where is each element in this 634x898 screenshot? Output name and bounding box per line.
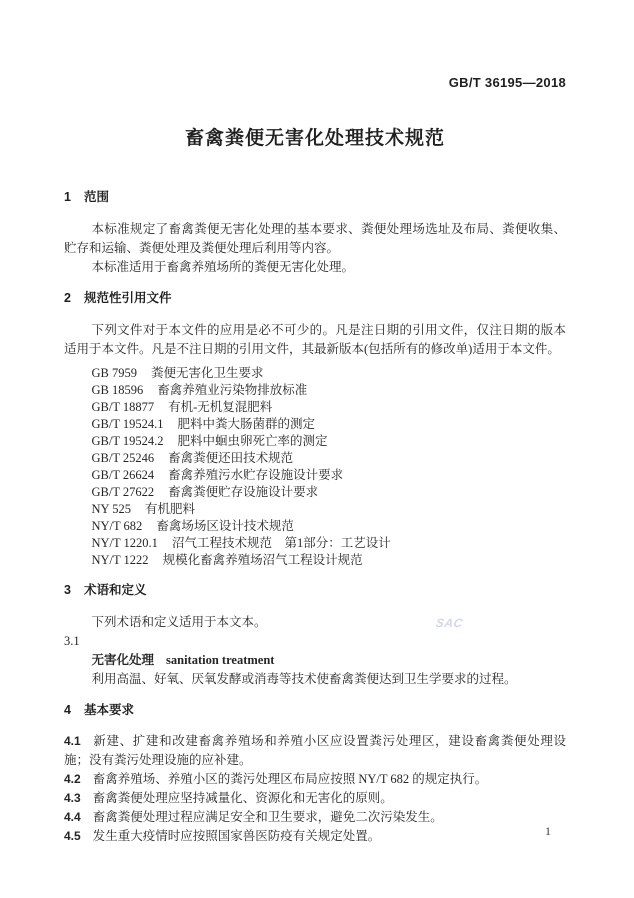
reference-code: NY/T 682	[91, 519, 143, 533]
term-english: sanitation treatment	[166, 653, 275, 667]
reference-title: 有机-无机复混肥料	[168, 400, 273, 414]
reference-title: 畜禽养殖业污染物排放标准	[157, 383, 308, 397]
sac-watermark: SAC	[434, 616, 465, 630]
reference-code: GB/T 19524.2	[91, 434, 164, 448]
term-entry	[64, 651, 566, 670]
reference-code: NY/T 1222	[91, 553, 149, 567]
clause-text: 畜禽粪便处理过程应满足安全和卫生要求，避免二次污染发生。	[92, 810, 443, 824]
section-1-heading	[64, 190, 566, 204]
reference-item	[92, 484, 567, 501]
page-number: 1	[545, 824, 551, 838]
clause-text: 畜禽粪便处理应坚持减量化、资源化和无害化的原则。	[92, 791, 393, 805]
reference-item	[92, 501, 567, 518]
page-content	[64, 0, 566, 846]
clause-number: 4.1	[64, 734, 81, 748]
reference-code: GB 7959	[91, 366, 137, 380]
clause-item	[64, 827, 566, 846]
reference-item	[92, 433, 567, 450]
section-2-title: 规范性引用文件	[83, 291, 172, 305]
reference-title: 畜禽场场区设计技术规范	[156, 519, 294, 533]
section-2-heading	[64, 291, 566, 305]
clause-item	[64, 789, 566, 808]
reference-title: 肥料中蛔虫卵死亡率的测定	[177, 434, 328, 448]
reference-title: 有机肥料	[144, 502, 195, 516]
reference-item	[92, 552, 567, 569]
clause-text: 畜禽养殖场、养殖小区的粪污处理区布局应按照 NY/T 682 的规定执行。	[92, 772, 488, 786]
reference-item	[92, 416, 567, 433]
section-1-paragraph-2: 本标准适用于畜禽养殖场所的粪便无害化处理。	[91, 260, 355, 274]
reference-code: GB/T 19524.1	[91, 417, 164, 431]
reference-item	[92, 399, 567, 416]
document-title: 畜禽粪便无害化处理技术规范	[184, 128, 445, 149]
reference-code: NY 525	[91, 502, 131, 516]
standard-number: GB/T 36195—2018	[448, 75, 566, 90]
reference-code: GB/T 25246	[91, 451, 155, 465]
section-1-title: 范围	[83, 190, 109, 204]
clause-item	[64, 808, 566, 827]
reference-item	[92, 467, 567, 484]
section-4-title: 基本要求	[83, 703, 134, 717]
clause-item	[64, 770, 566, 789]
reference-title: 畜禽粪便还田技术规范	[168, 451, 294, 465]
reference-item	[92, 382, 567, 399]
reference-code: NY/T 1220.1	[91, 536, 158, 550]
section-3-number: 3	[64, 583, 71, 597]
reference-title: 肥料中粪大肠菌群的测定	[177, 417, 316, 431]
section-2-intro: 下列文件对于本文件的应用是必不可少的。凡是注日期的引用文件，仅注日期的版本适用于本文件。凡是不注日期的引用文件，其最新版本(包括所有的修改单)适用于本文件。	[64, 323, 566, 356]
clause-number: 4.4	[64, 810, 81, 824]
reference-code: GB/T 27622	[91, 485, 155, 499]
section-3-title: 术语和定义	[83, 583, 147, 597]
reference-title: 畜禽养殖污水贮存设施设计要求	[168, 468, 344, 482]
clause-text: 新建、扩建和改建畜禽养殖场和养殖小区应设置粪污处理区，建设畜禽粪便处理设施；没有粪污处理设施的应补建。	[64, 734, 566, 767]
reference-title: 沼气工程技术规范 第1部分：工艺设计	[171, 536, 391, 550]
clause-number: 4.2	[64, 772, 81, 786]
reference-title: 畜禽粪便贮存设施设计要求	[168, 485, 319, 499]
clause-item	[64, 732, 566, 770]
section-1-number: 1	[64, 190, 71, 204]
section-4-heading	[64, 703, 566, 717]
reference-item	[92, 535, 567, 552]
term-chinese: 无害化处理	[91, 653, 155, 667]
reference-item	[92, 450, 567, 467]
reference-code: GB/T 26624	[91, 468, 155, 482]
reference-title: 粪便无害化卫生要求	[151, 366, 264, 380]
clause-number: 4.5	[64, 829, 81, 843]
term-definition: 利用高温、好氧、厌氧发酵或消毒等技术使畜禽粪便达到卫生学要求的过程。	[91, 672, 517, 686]
section-3-heading	[64, 583, 566, 597]
clause-text: 发生重大疫情时应按照国家兽医防疫有关规定处置。	[92, 829, 381, 843]
section-1-paragraph-1: 本标准规定了畜禽粪便无害化处理的基本要求、粪便处理场选址及布局、粪便收集、贮存和运输、粪便处理及粪便处理后利用等内容。	[64, 222, 566, 255]
term-number: 3.1	[64, 634, 80, 648]
reference-list	[64, 365, 566, 569]
section-3-intro: 下列术语和定义适用于本文本。	[91, 615, 267, 629]
reference-code: GB/T 18877	[91, 400, 155, 414]
reference-item	[92, 365, 567, 382]
reference-title: 规模化畜禽养殖场沼气工程设计规范	[162, 553, 363, 567]
section-2-number: 2	[64, 291, 71, 305]
clause-list	[64, 732, 566, 846]
reference-code: GB 18596	[91, 383, 144, 397]
reference-item	[92, 518, 567, 535]
section-4-number: 4	[64, 703, 71, 717]
clause-number: 4.3	[64, 791, 81, 805]
